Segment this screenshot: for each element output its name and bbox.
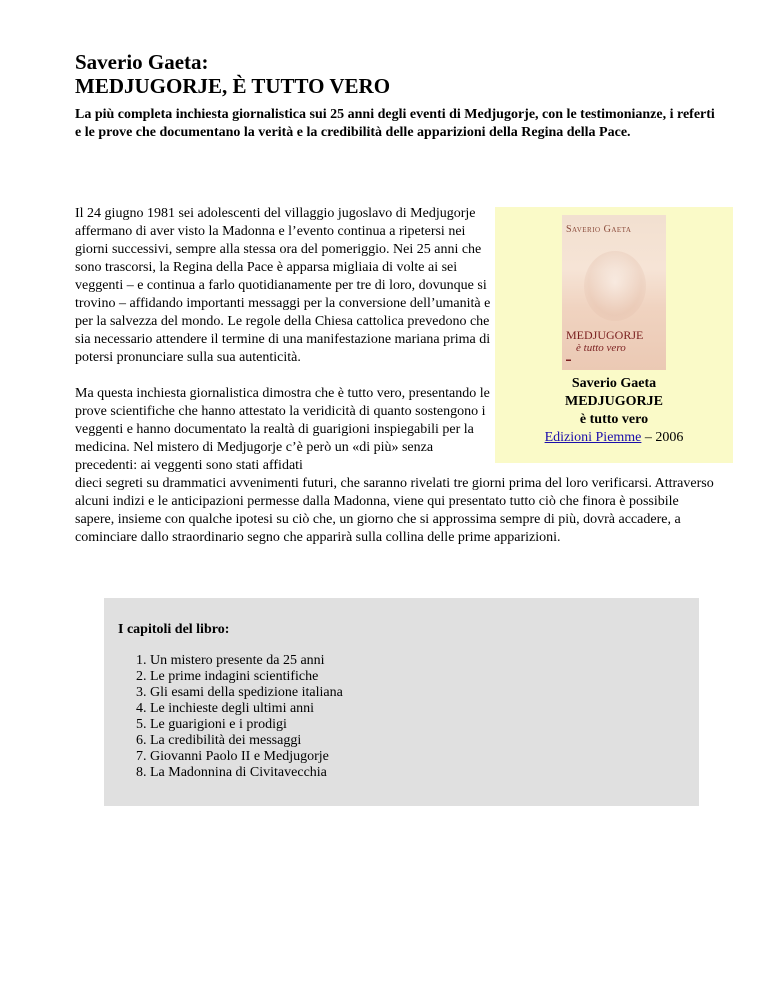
caption-subtitle: è tutto vero (579, 412, 649, 427)
chapters-box (104, 598, 699, 806)
title-author: Saverio Gaeta: (75, 50, 209, 74)
main-paragraph (75, 385, 720, 547)
chapter-item: 7. Giovanni Paolo II e Medjugorje (150, 749, 343, 765)
page-title (75, 50, 390, 98)
cover-author: Saverio Gaeta (566, 224, 632, 235)
chapters-list (118, 653, 343, 781)
chapter-item: 2. Le prime indagini scientifiche (150, 669, 343, 685)
publisher-link[interactable]: Edizioni Piemme (544, 430, 642, 445)
chapter-item: 8. La Madonnina di Civitavecchia (150, 765, 343, 781)
chapter-item: 5. Le guarigioni e i prodigi (150, 717, 343, 733)
chapters-heading: I capitoli del libro: (118, 622, 230, 637)
chapter-item: 4. Le inchieste degli ultimi anni (150, 701, 343, 717)
title-book: MEDJUGORJE, È TUTTO VERO (75, 74, 391, 98)
main-paragraph-full: dieci segreti su drammatici avvenimenti futuri, che saranno rivelati tre giorni prima del loro verificarsi. Attraverso alcuni indizi e le anticipazioni permesse dalla Madonna, viene qui presentato tutto ciò che finora è possibile sapere, insieme con qualche ipotesi su ciò che, un giorno che si approssima sempre di più, dovrà accadere, a cominciare dallo straordinario segno che apparirà sulla collina delle prime apparizioni. (75, 476, 714, 545)
cover-title: MEDJUGORJE (566, 328, 644, 342)
caption-author: Saverio Gaeta (571, 376, 657, 391)
caption-year: – 2006 (641, 430, 684, 445)
chapter-item: 6. La credibilità dei messaggi (150, 733, 343, 749)
cover-face-illustration (584, 251, 646, 321)
main-paragraph-wrapped: Ma questa inchiesta giornalistica dimostra che è tutto vero, presentando le prove scientifiche che hanno attestato la veridicità di quanto sostengono i veggenti e hanno documentato la realtà di guarigioni inspiegabili per la medicina. Nel mistero di Medjugorje c’è però un «di più» senza precedenti: ai veggenti sono stati affidati (75, 386, 490, 473)
cover-subtitle: è tutto vero (576, 342, 626, 354)
page-subtitle: La più completa inchiesta giornalistica sui 25 anni degli eventi di Medjugorje, con le testimonianze, i referti e le prove che documentano la verità e la credibilità delle apparizioni della Regina della Pace. (75, 107, 715, 140)
cover-publisher-mark: ▬ (566, 358, 571, 363)
intro-paragraph: Il 24 giugno 1981 sei adolescenti del villaggio jugoslavo di Medjugorje affermano di aver visto la Madonna e l’evento continua a ripetersi nei giorni successivi, sempre alla stessa ora del pomeriggio. Nei 25 anni che sono trascorsi, la Regina della Pace è apparsa migliaia di volte ai sei veggenti – e continua a farlo quotidianamente per tre di loro, dovunque si trovino – affidando importanti messaggi per la conversione dell’umanità e per la salvezza del mondo. Le regole della Chiesa cattolica prevedono che sia necessario attendere il termine di una manifestazione mariana prima di potersi pronunciare sulla sua autenticità. (75, 206, 491, 365)
caption-title: MEDJUGORJE (565, 394, 663, 409)
book-cover-image (562, 215, 666, 370)
chapter-item: 3. Gli esami della spedizione italiana (150, 685, 343, 701)
chapter-item: 1. Un mistero presente da 25 anni (150, 653, 343, 669)
